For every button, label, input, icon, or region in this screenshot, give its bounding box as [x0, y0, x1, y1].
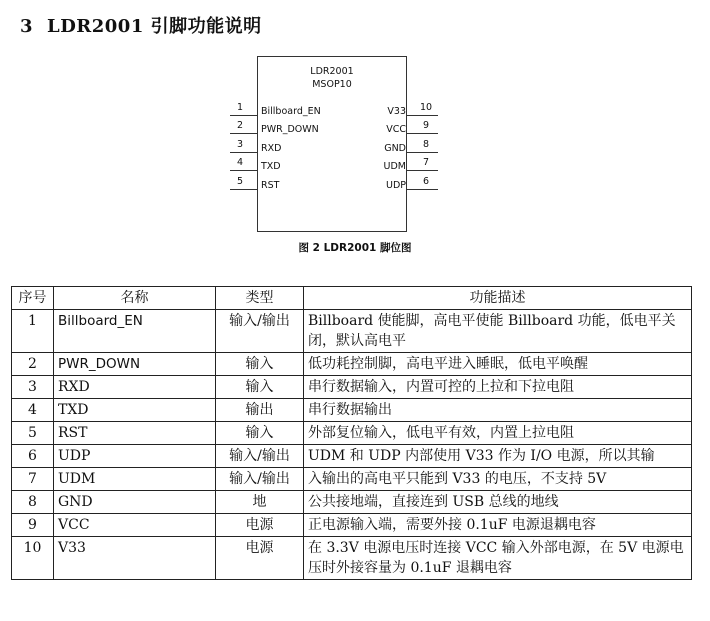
cell-type: 输入	[216, 376, 304, 399]
cell-no: 5	[12, 422, 54, 445]
cell-type: 输入	[216, 422, 304, 445]
table-row	[12, 445, 692, 468]
cell-no: 7	[12, 468, 54, 491]
pin-lead	[407, 189, 438, 190]
pin-label: VCC	[386, 124, 406, 135]
cell-type: 输入/输出	[216, 468, 304, 491]
table-row	[12, 353, 692, 376]
cell-desc: 低功耗控制脚，高电平进入睡眠，低电平唤醒	[304, 353, 692, 376]
cell-type: 输出	[216, 399, 304, 422]
cell-desc: 外部复位输入，低电平有效，内置上拉电阻	[304, 422, 692, 445]
table-row	[12, 376, 692, 399]
chip-name: LDR2001	[310, 66, 354, 77]
pin-lead	[407, 170, 438, 171]
pin-number: 5	[237, 176, 244, 187]
cell-no: 9	[12, 514, 54, 537]
cell-name: PWR_DOWN	[54, 353, 216, 376]
cell-no: 10	[12, 537, 54, 580]
cell-no: 3	[12, 376, 54, 399]
cell-name: RST	[54, 422, 216, 445]
pin-label: UDM	[383, 161, 406, 172]
pin-lead	[407, 152, 438, 153]
cell-type: 输入	[216, 353, 304, 376]
header-desc: 功能描述	[304, 287, 692, 310]
pin-number: 2	[237, 120, 244, 131]
cell-type: 电源	[216, 514, 304, 537]
cell-desc: 串行数据输出	[304, 399, 692, 422]
table-row	[12, 537, 692, 580]
cell-no: 8	[12, 491, 54, 514]
pin-label: RXD	[261, 143, 282, 154]
pin-lead	[407, 133, 438, 134]
chip-package: MSOP10	[312, 79, 352, 90]
cell-name: RXD	[54, 376, 216, 399]
table-row	[12, 468, 692, 491]
pin-label: UDP	[386, 180, 406, 191]
header-name: 名称	[54, 287, 216, 310]
table-row	[12, 310, 692, 353]
cell-name: GND	[54, 491, 216, 514]
pin-lead	[230, 152, 257, 153]
pin-number: 9	[423, 120, 430, 131]
header-no: 序号	[12, 287, 54, 310]
pin-lead	[230, 115, 257, 116]
table-header-row	[12, 287, 692, 310]
table-row	[12, 399, 692, 422]
cell-desc: UDM 和 UDP 内部使用 V33 作为 I/O 电源，所以其输	[304, 445, 692, 468]
table-row	[12, 422, 692, 445]
pin-lead	[230, 189, 257, 190]
cell-no: 6	[12, 445, 54, 468]
table-row	[12, 491, 692, 514]
pinout-diagram	[0, 0, 710, 260]
pin-number: 6	[423, 176, 430, 187]
pin-number: 4	[237, 157, 244, 168]
pin-function-table	[11, 286, 692, 580]
pin-label: PWR_DOWN	[261, 124, 319, 135]
pin-label: GND	[384, 143, 406, 154]
cell-name: UDP	[54, 445, 216, 468]
pin-number: 10	[420, 102, 433, 113]
pin-label: V33	[387, 106, 406, 117]
table-row	[12, 514, 692, 537]
cell-type: 输入/输出	[216, 310, 304, 353]
pin-lead	[230, 133, 257, 134]
cell-type: 输入/输出	[216, 445, 304, 468]
cell-desc: 正电源输入端，需要外接 0.1uF 电源退耦电容	[304, 514, 692, 537]
pin-label: RST	[261, 180, 280, 191]
pin-label: Billboard_EN	[261, 106, 321, 117]
pin-number: 1	[237, 102, 244, 113]
pin-number: 3	[237, 139, 244, 150]
cell-type: 地	[216, 491, 304, 514]
header-type: 类型	[216, 287, 304, 310]
cell-desc: 入输出的高电平只能到 V33 的电压，不支持 5V	[304, 468, 692, 491]
cell-name: Billboard_EN	[54, 310, 216, 353]
cell-desc: 在 3.3V 电源电压时连接 VCC 输入外部电源，在 5V 电源电压时外接容量为 0.1uF 退耦电容	[304, 537, 692, 580]
pin-label: TXD	[261, 161, 281, 172]
cell-desc: Billboard 使能脚，高电平使能 Billboard 功能，低电平关闭，默认高电平	[304, 310, 692, 353]
cell-desc: 公共接地端，直接连到 USB 总线的地线	[304, 491, 692, 514]
cell-name: VCC	[54, 514, 216, 537]
section-number: 3	[20, 16, 34, 37]
cell-no: 4	[12, 399, 54, 422]
pin-number: 8	[423, 139, 430, 150]
cell-no: 2	[12, 353, 54, 376]
pin-lead	[407, 115, 438, 116]
pin-number: 7	[423, 157, 430, 168]
cell-name: TXD	[54, 399, 216, 422]
cell-no: 1	[12, 310, 54, 353]
section-title: LDR2001 引脚功能说明	[47, 16, 262, 37]
cell-type: 电源	[216, 537, 304, 580]
figure-caption: 图 2 LDR2001 脚位图	[298, 242, 412, 254]
cell-desc: 串行数据输入，内置可控的上拉和下拉电阻	[304, 376, 692, 399]
pin-lead	[230, 170, 257, 171]
cell-name: V33	[54, 537, 216, 580]
cell-name: UDM	[54, 468, 216, 491]
